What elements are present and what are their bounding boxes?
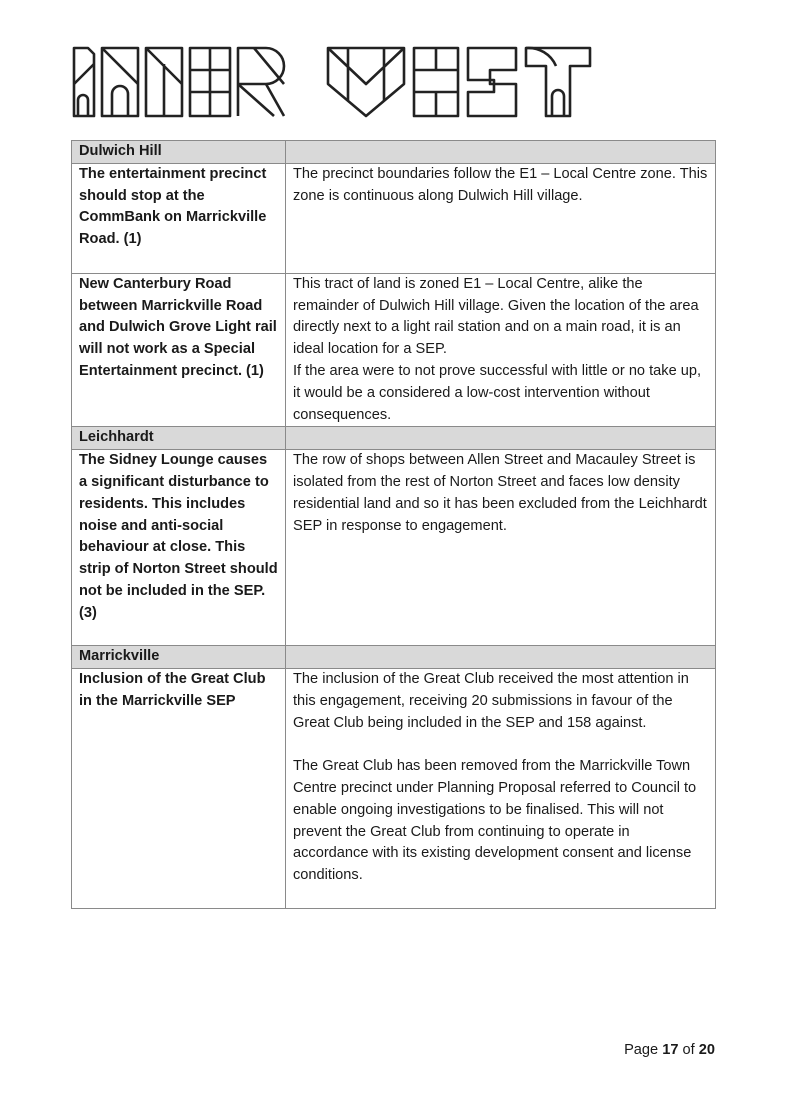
issue-cell: Inclusion of the Great Club in the Marrickville SEP	[72, 668, 286, 908]
section-label: Leichhardt	[72, 427, 286, 450]
page-label: Page	[624, 1042, 659, 1058]
response-cell	[286, 163, 716, 273]
section-empty-cell	[286, 427, 716, 450]
response-paragraph: This tract of land is zoned E1 – Local Centre, alike the remainder of Dulwich Hill village. Given the location of the area directly next to a light rail station and on a main road, it is an ideal location for a SEP.	[293, 275, 699, 358]
response-cell	[286, 668, 716, 908]
feedback-table	[71, 140, 716, 909]
of-label: of	[682, 1042, 695, 1058]
issue-cell: New Canterbury Road between Marrickville Road and Dulwich Grove Light rail will not work as a Special Entertainment precinct. (1)	[72, 273, 286, 427]
issue-cell: The entertainment precinct should stop at the CommBank on Marrickville Road. (1)	[72, 163, 286, 273]
section-row-marrickville	[72, 646, 716, 669]
page-current: 17	[662, 1042, 679, 1058]
table-row	[72, 668, 716, 908]
section-empty-cell	[286, 646, 716, 669]
response-cell	[286, 273, 716, 427]
response-paragraph: The inclusion of the Great Club received the most attention in this engagement, receiving 20 submissions in favour of the Great Club being included in the SEP and 158 against.	[293, 670, 689, 731]
section-empty-cell	[286, 141, 716, 164]
page-total: 20	[698, 1042, 715, 1058]
inner-west-logo	[70, 44, 670, 120]
section-label: Marrickville	[72, 646, 286, 669]
response-cell	[286, 450, 716, 646]
section-row-leichhardt	[72, 427, 716, 450]
page-number	[624, 1042, 715, 1058]
response-paragraph: The row of shops between Allen Street and Macauley Street is isolated from the rest of Norton Street and faces low density residential land and so it has been excluded from the Leichhardt SEP in response to engagement.	[293, 452, 707, 534]
table-row	[72, 450, 716, 646]
section-label: Dulwich Hill	[72, 141, 286, 164]
issue-cell: The Sidney Lounge causes a significant disturbance to residents. This includes noise and anti-social behaviour at close. This strip of Norton Street should not be included in the SEP. (3)	[72, 450, 286, 646]
response-paragraph: If the area were to not prove successful with little or no take up, it would be a considered a low-cost intervention without consequences.	[293, 362, 702, 423]
response-paragraph: The Great Club has been removed from the Marrickville Town Centre precinct under Planning Proposal referred to Council to enable ongoing investigations to be finalised. This will not prevent the Great Club from continuing to operate in accordance with its existing development consent and license conditions.	[293, 758, 697, 884]
table-row	[72, 163, 716, 273]
section-row-dulwich-hill	[72, 141, 716, 164]
table-row	[72, 273, 716, 427]
response-paragraph: The precinct boundaries follow the E1 – Local Centre zone. This zone is continuous along Dulwich Hill village.	[293, 165, 708, 204]
